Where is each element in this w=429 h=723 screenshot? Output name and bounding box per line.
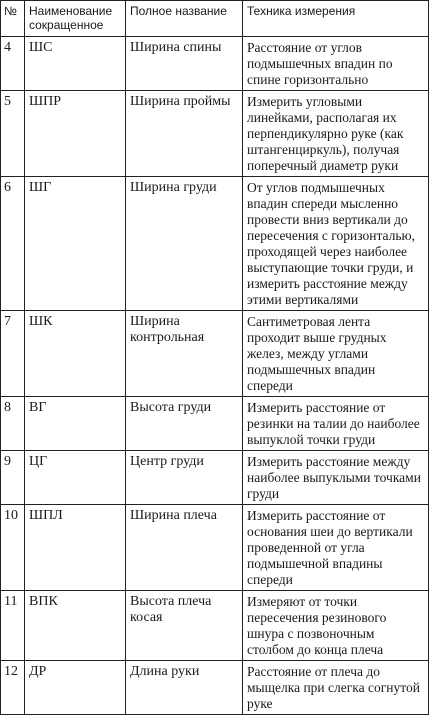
- row-number: 11: [1, 591, 25, 661]
- table-row: [1, 661, 429, 715]
- row-abbreviation: ШГ: [25, 177, 126, 311]
- row-full-name: Ширина проймы: [126, 91, 243, 177]
- row-technique: Сантиметровая лента проходит выше грудных желез, между углами подмышечных впадин спереди: [243, 311, 429, 397]
- row-abbreviation: ШПЛ: [25, 505, 126, 591]
- row-full-name: Ширина груди: [126, 177, 243, 311]
- table-row: [1, 311, 429, 397]
- row-technique: От углов подмышечных впадин спереди мысленно провести вниз вертикали до пересечения с горизонталью, проходящей через наиболее выступающие точки груди, и измерить расстояние между этими вертикалями: [243, 177, 429, 311]
- row-technique: Расстояние от плеча до мыщелка при слегка согнутой руке: [243, 661, 429, 715]
- header-full-name: Полное название: [126, 1, 243, 37]
- row-technique: Измерить расстояние от резинки на талии до наиболее выпуклой точки груди: [243, 397, 429, 451]
- row-number: 12: [1, 661, 25, 715]
- row-technique: Расстояние от углов подмышечных впадин по спине горизонтально: [243, 37, 429, 91]
- table-header: [1, 1, 429, 37]
- header-number: №: [1, 1, 25, 37]
- row-number: 8: [1, 397, 25, 451]
- row-abbreviation: ШС: [25, 37, 126, 91]
- header-row: [1, 1, 429, 37]
- row-number: 10: [1, 505, 25, 591]
- row-full-name: Ширина контрольная: [126, 311, 243, 397]
- table-row: [1, 177, 429, 311]
- row-full-name: Высота плеча косая: [126, 591, 243, 661]
- row-full-name: Высота груди: [126, 397, 243, 451]
- table-row: [1, 591, 429, 661]
- table-row: [1, 397, 429, 451]
- row-abbreviation: ВПК: [25, 591, 126, 661]
- table-body: [1, 37, 429, 715]
- header-abbreviation: Наименование сокращенное: [25, 1, 126, 37]
- header-technique: Техника измерения: [243, 1, 429, 37]
- row-technique: Измерить расстояние между наиболее выпуклыми точками груди: [243, 451, 429, 505]
- table-row: [1, 505, 429, 591]
- row-number: 7: [1, 311, 25, 397]
- row-number: 9: [1, 451, 25, 505]
- table-row: [1, 451, 429, 505]
- row-full-name: Ширина спины: [126, 37, 243, 91]
- table-row: [1, 37, 429, 91]
- row-number: 6: [1, 177, 25, 311]
- row-full-name: Ширина плеча: [126, 505, 243, 591]
- row-abbreviation: ШПР: [25, 91, 126, 177]
- row-abbreviation: ШК: [25, 311, 126, 397]
- row-abbreviation: ЦГ: [25, 451, 126, 505]
- row-technique: Измеряют от точки пересечения резинового шнура с позвоночным столбом до конца плеча: [243, 591, 429, 661]
- row-abbreviation: ДР: [25, 661, 126, 715]
- row-technique: Измерить угловыми линейками, располагая их перпендикулярно руке (как штангенциркуль), получая поперечный диаметр руки: [243, 91, 429, 177]
- row-number: 5: [1, 91, 25, 177]
- table-row: [1, 91, 429, 177]
- row-full-name: Длина руки: [126, 661, 243, 715]
- row-technique: Измерить расстояние от основания шеи до вертикали проведенной от угла подмышечной впадины спереди: [243, 505, 429, 591]
- row-abbreviation: ВГ: [25, 397, 126, 451]
- row-full-name: Центр груди: [126, 451, 243, 505]
- row-number: 4: [1, 37, 25, 91]
